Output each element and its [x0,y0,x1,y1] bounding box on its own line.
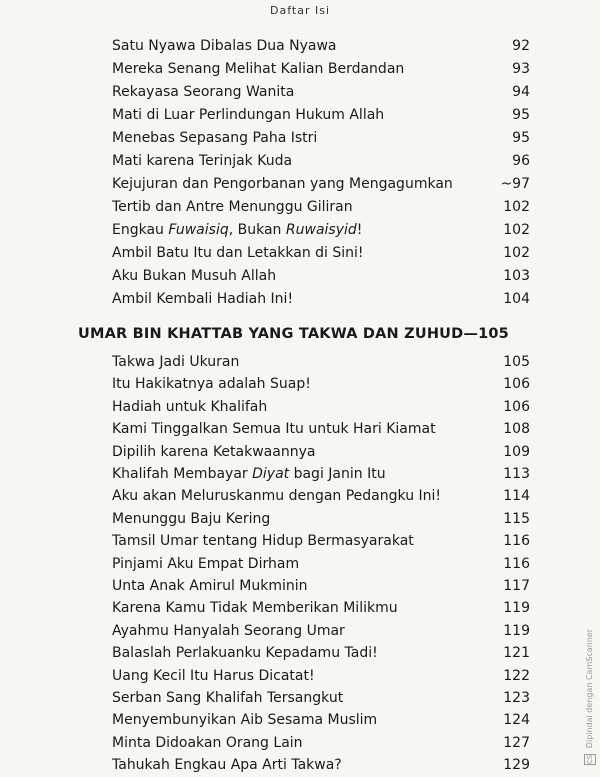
toc-entry-title: Aku akan Meluruskanmu dengan Pedangku Ini! [112,488,442,505]
toc-entry-title: Mereka Senang Melihat Kalian Berdandan [112,61,405,77]
toc-entry [112,530,530,553]
toc-entry [112,58,530,81]
toc-entry [112,288,530,311]
toc-entry-title: Mati karena Terinjak Kuda [112,153,293,169]
toc-entry-page: 119 [503,622,530,639]
toc-entry [112,553,530,576]
toc-entry-page: 102 [503,199,530,215]
toc-entry-page: 124 [503,712,530,729]
toc-entry [112,642,530,665]
toc-entry-title: Aku Bukan Musuh Allah [112,268,277,284]
toc-entry-page: 95 [512,130,530,146]
toc-entry-title: Karena Kamu Tidak Memberikan Milikmu [112,600,398,617]
toc-entry-title: Pinjami Aku Empat Dirham [112,555,300,572]
toc-entry [112,35,530,58]
toc-entry [112,754,530,777]
toc-entry-title: Ayahmu Hanyalah Seorang Umar [112,622,345,639]
toc-entry-title: Ambil Batu Itu dan Letakkan di Sini! [112,245,364,261]
toc-entry-title: Tahukah Engkau Apa Arti Takwa? [112,757,342,774]
toc-entry [112,373,530,396]
camscanner-logo-icon: CS [586,754,594,764]
toc-entry [112,687,530,710]
toc-entry-page: 104 [503,291,530,307]
toc-entry-page: 116 [503,533,530,550]
toc-entry-page: 117 [503,578,530,594]
toc-entry [112,597,530,620]
toc-entry [112,620,530,643]
toc-entry-title: Dipilih karena Ketakwaannya [112,443,316,460]
toc-entry-page: 106 [503,376,530,393]
section-heading: UMAR BIN KHATTAB YANG TAKWA DAN ZUHUD—105 [78,326,509,342]
toc-entry [112,709,530,732]
toc-entry-page: 113 [503,466,530,482]
toc-entry-page: 92 [512,38,530,54]
toc-entry-page: 94 [512,84,530,100]
toc-entry-title: Serban Sang Khalifah Tersangkut [112,690,344,706]
toc-entry-title: Menebas Sepasang Paha Istri [112,130,318,146]
toc-entry-title: Tamsil Umar tentang Hidup Bermasyarakat [112,533,414,550]
toc-entry [112,196,530,219]
toc-entry [112,396,530,419]
toc-entry [112,242,530,265]
toc-entry-page: 115 [503,510,530,527]
toc-entry [112,441,530,464]
toc-entry-title: Tertib dan Antre Menunggu Giliran [112,199,353,215]
toc-entry-title: Rekayasa Seorang Wanita [112,84,295,100]
toc-entry-page: 108 [503,421,530,438]
toc-entry-page: 123 [503,690,530,706]
toc-entry-page: 109 [503,443,530,460]
toc-entry-title: Kami Tinggalkan Semua Itu untuk Hari Kiamat [112,421,436,438]
toc-entry [112,104,530,127]
toc-entry-page: 129 [503,757,530,774]
toc-entry-title: Khalifah Membayar Diyat bagi Janin Itu [112,466,386,482]
toc-entry-page: 102 [503,222,530,238]
toc-entry [112,485,530,508]
toc-entry [112,127,530,150]
toc-entry [112,575,530,598]
toc-entry-title: Minta Didoakan Orang Lain [112,734,303,751]
toc-entry-title: Hadiah untuk Khalifah [112,398,268,415]
toc-entry-title: Unta Anak Amirul Mukminin [112,578,308,594]
toc-entry [112,665,530,688]
toc-entry-title: Itu Hakikatnya adalah Suap! [112,376,311,393]
toc-entry-page: 95 [512,107,530,123]
toc-entry-page: 119 [503,600,530,617]
toc-entry-title: Mati di Luar Perlindungan Hukum Allah [112,107,385,123]
toc-entry [112,418,530,441]
toc-entry [112,150,530,173]
page-header: Daftar Isi [270,4,330,17]
toc-entry-page: 93 [512,61,530,77]
scanner-watermark-text: Dipindai dengan CamScanner [585,628,594,749]
toc-entry-title: Takwa Jadi Ukuran [112,354,240,370]
toc-entry-title: Satu Nyawa Dibalas Dua Nyawa [112,38,337,54]
toc-entry-title: Engkau Fuwaisiq, Bukan Ruwaisyid! [112,222,363,238]
toc-entry [112,508,530,531]
toc-entry [112,81,530,104]
toc-entry [112,351,530,374]
toc-entry-page: 96 [512,153,530,169]
toc-entry [112,219,530,242]
toc-entry-title: Menunggu Baju Kering [112,510,271,527]
toc-entry-page: 105 [503,354,530,370]
toc-entry [112,463,530,486]
scanner-watermark [584,629,596,765]
toc-entry-page: ~97 [500,176,530,192]
toc-entry-title: Kejujuran dan Pengorbanan yang Mengagumkan [112,176,453,192]
toc-entry-page: 106 [503,398,530,415]
toc-entry-title: Menyembunyikan Aib Sesama Muslim [112,712,378,729]
toc-entry [112,732,530,755]
toc-entry-page: 102 [503,245,530,261]
toc-entry-title: Uang Kecil Itu Harus Dicatat! [112,667,315,684]
toc-entry-page: 122 [503,667,530,684]
toc-entry-title: Ambil Kembali Hadiah Ini! [112,291,294,307]
toc-entry-title: Balaslah Perlakuanku Kepadamu Tadi! [112,645,378,662]
toc-entry [112,173,530,196]
toc-entry [112,265,530,288]
toc-entry-page: 114 [503,488,530,505]
toc-entry-page: 127 [503,734,530,751]
toc-entry-page: 116 [503,555,530,572]
toc-entry-page: 103 [503,268,530,284]
toc-entry-page: 121 [503,645,530,662]
